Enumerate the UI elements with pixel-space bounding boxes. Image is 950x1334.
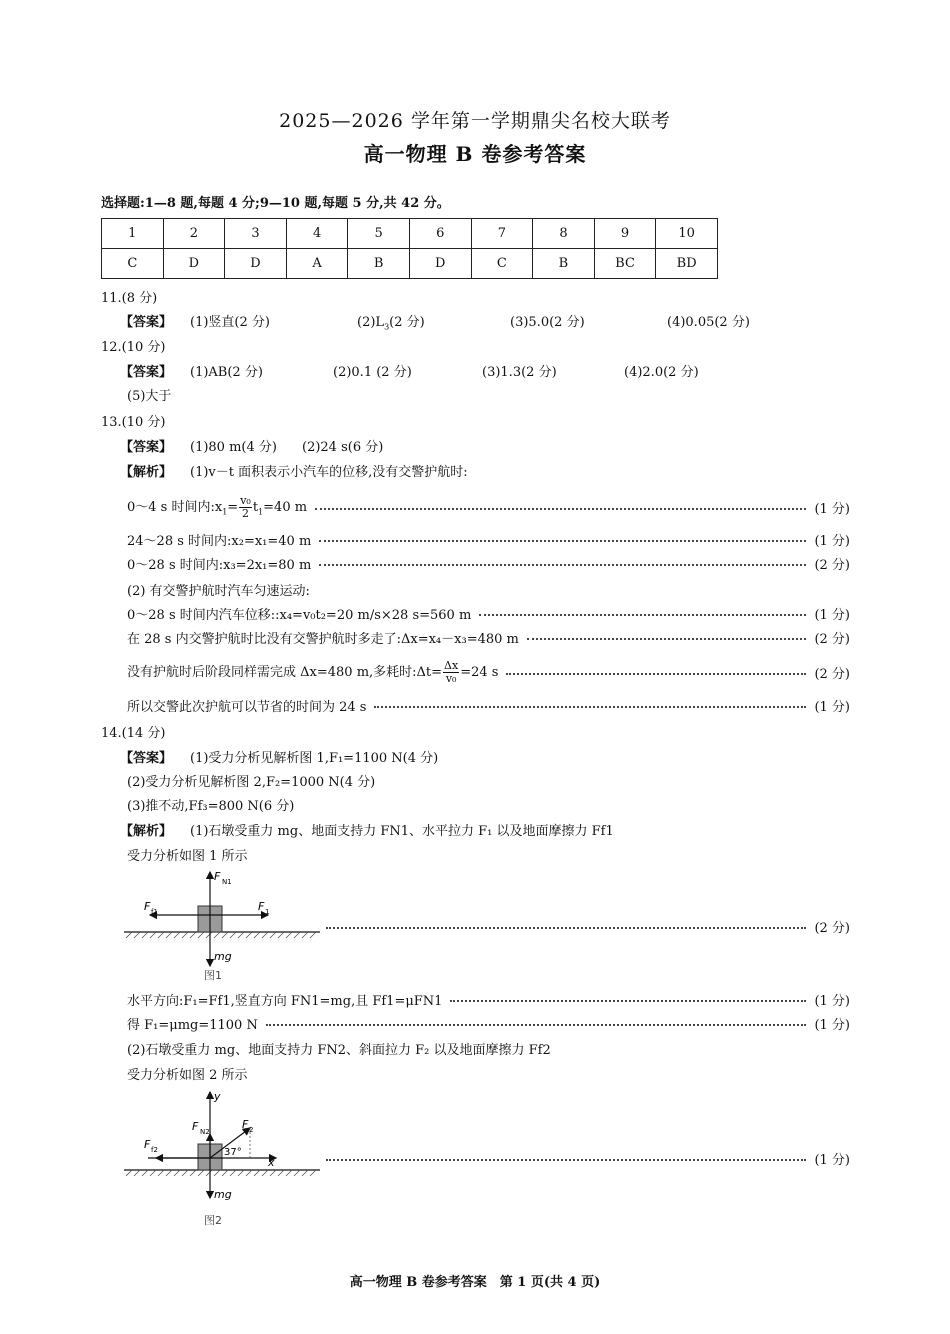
q11-answer-label: 【答案】 [120,315,173,330]
q13-answer-2: (2)24 s(6 分) [302,440,384,455]
q13-line-6: 在 28 s 内交警护航时比没有交警护航时多走了:Δx=x₄－x₃=480 m (2 分) [127,631,850,647]
answer-table [101,218,718,279]
label-x: x [268,1156,275,1169]
figure-1-label: 图1 [204,969,222,982]
table-cell: 6 [409,219,471,249]
table-cell: 2 [163,219,225,249]
q13-analysis-intro: (1)v－t 面积表示小汽车的位移,没有交警护航时: [190,465,468,480]
label-f2: F [242,1118,249,1131]
label-mg1: mg [214,950,232,963]
q14-answer-label: 【答案】 [120,751,173,766]
q14-answer-2: (2)受力分析见解析图 2,F₂=1000 N(4 分) [127,775,376,790]
q14-fig2-points-row: (1 分) [326,1148,850,1168]
label-f1: F [258,900,265,913]
force-diagram-2 [118,1086,328,1231]
q13-line-5: 0～28 s 时间内汽车位移::x₄=v₀t₂=20 m/s×28 s=560 m (1 分) [127,607,850,623]
table-cell: D [163,249,225,279]
ground-hatch [126,1170,316,1176]
q13-line-2: 24～28 s 时间内:x₂=x₁=40 m (1 分) [127,533,850,549]
table-cell: B [533,249,595,279]
q13-line-1: 0～4 s 时间内$:x_1=$ $\frac{\text{v₀}}{2}$ $t_1=40$ m (1 分) [127,493,850,520]
table-cell: 9 [594,219,656,249]
q13-line-8: 所以交警此次护航可以节省的时间为 24 s (1 分) [127,699,850,715]
q11-part-1: (1)竖直(2 分) [190,315,270,330]
choice-intro: 选择题:1—8 题,每题 4 分;9—10 题,每题 5 分,共 42 分。 [101,196,450,211]
q14-fig1-points-row: (2 分) [326,916,850,936]
q12-part-3: (3)1.3(2 分) [482,365,557,380]
table-cell: BD [656,249,718,279]
q14-header: 14.(14 分) [101,726,166,741]
q12-part-4: (4)2.0(2 分) [624,365,699,380]
q13-line-4: (2) 有交警护航时汽车匀速运动: [127,584,310,599]
label-f2-sub: 2 [249,1126,254,1134]
label-fn1-sub: N1 [222,878,232,886]
label-ff2: F [144,1138,151,1151]
q11-part-3: (3)5.0(2 分) [510,315,585,330]
table-cell: 3 [225,219,287,249]
q13-line-7: 没有护航时后阶段同样需完成 Δx=480 m,多耗时:Δt= $\frac{\Delta x}{\text{v₀}}$ =24 s (2 分) [127,658,850,685]
q12-part-2: (2)0.1 (2 分) [333,365,412,380]
q13-answer-1: (1)80 m(4 分) [190,440,277,455]
table-cell: 7 [471,219,533,249]
q11-header: 11.(8 分) [101,291,158,306]
table-cell: 5 [348,219,410,249]
q12-header: 12.(10 分) [101,340,166,355]
q13-analysis-label: 【解析】 [120,465,173,480]
q14-fig1-caption: 受力分析如图 1 所示 [127,849,248,864]
table-cell: C [102,249,164,279]
table-cell: C [471,249,533,279]
label-fn2: F [192,1120,199,1133]
page-footer: 高一物理 B 卷参考答案 第 1 页(共 4 页) [349,1275,601,1290]
q13-header: 13.(10 分) [101,415,166,430]
label-f1-sub: 1 [265,908,270,916]
q14-answer-3: (3)推不动,Ff₃=800 N(6 分) [127,799,295,814]
table-cell: B [348,249,410,279]
q14-answer-1: (1)受力分析见解析图 1,F₁=1100 N(4 分) [190,751,439,766]
label-ff1-sub: f1 [151,908,158,916]
q14-analysis-1: (1)石墩受重力 mg、地面支持力 FN1、水平拉力 F₁ 以及地面摩擦力 Ff1 [190,824,614,839]
label-mg2: mg [214,1188,232,1201]
q14-line-1: 水平方向:F₁=Ff1,竖直方向 FN1=mg,且 Ff1=μFN1 (1 分) [127,993,850,1009]
answer-table-number-row [102,219,718,249]
q12-part-1: (1)AB(2 分) [190,365,263,380]
q13-line-3: 0～28 s 时间内:x₃=2x₁=80 m (2 分) [127,557,850,573]
table-cell: 1 [102,219,164,249]
answer-key-title: 高一物理 B 卷参考答案 [363,142,587,166]
label-ff2-sub: f2 [151,1146,158,1154]
table-cell: D [225,249,287,279]
label-fn1: F [214,870,221,883]
q14-analysis-2: (2)石墩受重力 mg、地面支持力 FN2、斜面拉力 F₂ 以及地面摩擦力 Ff2 [127,1043,551,1058]
q14-line-2: 得 F₁=μmg=1100 N (1 分) [127,1017,850,1033]
figure-2-label: 图2 [204,1214,222,1227]
q12-part-5: (5)大于 [127,389,172,404]
fraction: $\frac{\text{v₀}}{2}$ [240,493,251,520]
q14-analysis-label: 【解析】 [120,824,173,839]
answer-table-answer-row [102,249,718,279]
table-cell: BC [594,249,656,279]
q12-answer-label: 【答案】 [120,365,173,380]
q11-part-4: (4)0.05(2 分) [667,315,750,330]
label-angle: 37° [224,1147,242,1158]
table-cell: A [286,249,348,279]
table-cell: 4 [286,219,348,249]
q11-part-2: $(2)L_3(2$ 分) [357,315,425,332]
q13-answer-label: 【答案】 [120,440,173,455]
table-cell: 8 [533,219,595,249]
label-fn2-sub: N2 [200,1128,210,1136]
label-y: y [214,1090,221,1103]
label-ff1: F [144,900,151,913]
q14-fig2-caption: 受力分析如图 2 所示 [127,1068,248,1083]
exam-title: 2025—2026 学年第一学期鼎尖名校大联考 [279,110,671,132]
ground-hatch [126,932,316,938]
table-cell: D [409,249,471,279]
fraction: $\frac{\Delta x}{\text{v₀}}$ [444,658,459,685]
force-diagram-1 [118,866,328,986]
table-cell: 10 [656,219,718,249]
